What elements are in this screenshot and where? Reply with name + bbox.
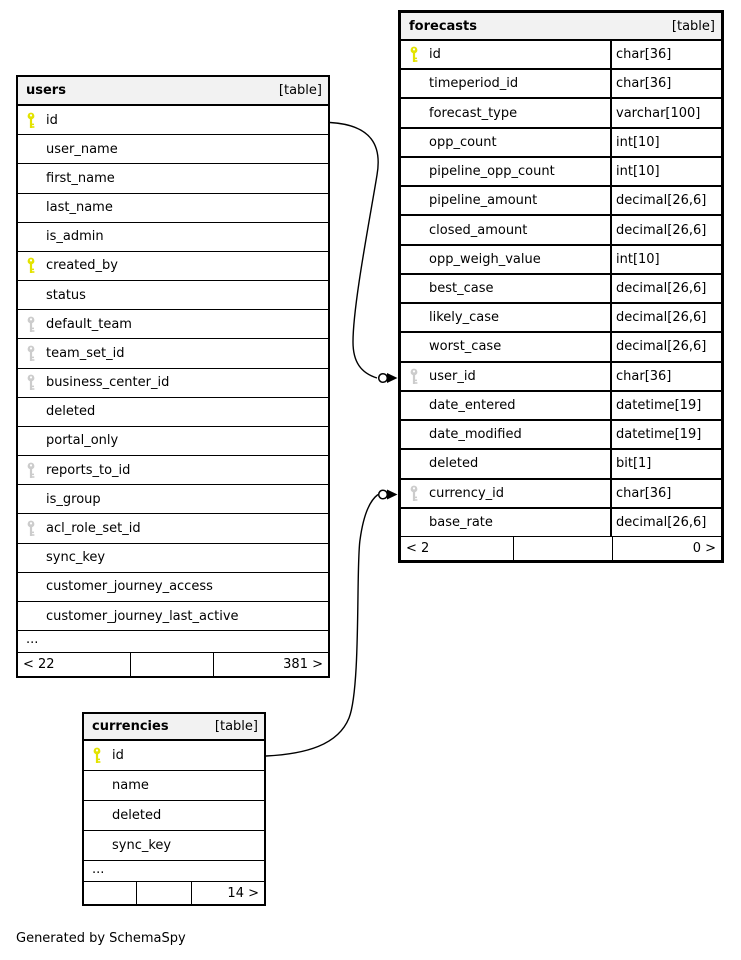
column-type: bit[1] bbox=[610, 450, 721, 477]
column-name: reports_to_id bbox=[46, 462, 131, 478]
column-name: base_rate bbox=[429, 514, 493, 530]
table-currencies-footer bbox=[84, 881, 264, 904]
table-currencies-header[interactable] bbox=[84, 714, 264, 741]
relationship-line bbox=[330, 123, 378, 379]
column-row-timeperiod_id bbox=[401, 68, 721, 97]
column-row-customer_journey_last_active bbox=[18, 601, 328, 630]
column-row-pipeline_amount bbox=[401, 185, 721, 214]
key-glyph bbox=[26, 112, 36, 129]
column-type: char[36] bbox=[610, 363, 721, 390]
column-row-status bbox=[18, 280, 328, 309]
table-currencies bbox=[82, 712, 266, 906]
children-count: 14 > bbox=[227, 885, 259, 901]
column-name: default_team bbox=[46, 316, 132, 332]
column-row-currency_id bbox=[401, 478, 721, 507]
footer-spacer bbox=[514, 537, 613, 560]
column-row-base_rate bbox=[401, 507, 721, 536]
column-row-best_case bbox=[401, 273, 721, 302]
column-name: likely_case bbox=[429, 310, 499, 326]
table-currencies-badge: [table] bbox=[214, 719, 258, 734]
key-glyph bbox=[409, 368, 419, 385]
column-row-business_center_id bbox=[18, 368, 328, 397]
column-row-last_name bbox=[18, 193, 328, 222]
column-row-pipeline_opp_count bbox=[401, 156, 721, 185]
relationship-circle-marker-icon bbox=[379, 490, 388, 499]
column-row-reports_to_id bbox=[18, 455, 328, 484]
column-type: char[36] bbox=[610, 41, 721, 68]
parents-count: < 22 bbox=[18, 653, 131, 676]
column-name: deleted bbox=[112, 808, 162, 823]
primary-key-icon bbox=[18, 257, 46, 274]
column-row-forecast_type bbox=[401, 97, 721, 126]
column-row-deleted bbox=[84, 800, 264, 830]
column-type: int[10] bbox=[610, 246, 721, 273]
table-users-columns bbox=[18, 106, 328, 630]
column-name: user_id bbox=[429, 368, 476, 384]
column-type: decimal[26,6] bbox=[610, 304, 721, 331]
primary-key-icon bbox=[401, 46, 429, 63]
column-row-likely_case bbox=[401, 302, 721, 331]
column-row-is_group bbox=[18, 484, 328, 513]
column-name: closed_amount bbox=[429, 222, 528, 238]
column-row-user_name bbox=[18, 134, 328, 163]
column-row-date_entered bbox=[401, 390, 721, 419]
column-name: opp_weigh_value bbox=[429, 251, 541, 267]
column-row-opp_weigh_value bbox=[401, 244, 721, 273]
column-name: timeperiod_id bbox=[429, 76, 519, 92]
column-type: char[36] bbox=[610, 480, 721, 507]
key-glyph bbox=[92, 747, 102, 764]
column-name: date_modified bbox=[429, 427, 522, 443]
column-name: created_by bbox=[46, 258, 118, 274]
key-glyph bbox=[26, 345, 36, 362]
relationship-users-id-to-forecasts-user-id bbox=[330, 123, 398, 384]
column-row-deleted bbox=[18, 397, 328, 426]
column-name: first_name bbox=[46, 170, 115, 186]
key-glyph bbox=[26, 462, 36, 479]
column-row-id bbox=[18, 106, 328, 134]
foreign-key-icon bbox=[18, 345, 46, 362]
column-row-opp_count bbox=[401, 127, 721, 156]
table-users-ellipsis-row: ... bbox=[18, 630, 328, 652]
column-name: is_admin bbox=[46, 229, 104, 245]
column-name: id bbox=[429, 47, 441, 63]
column-row-date_modified bbox=[401, 419, 721, 448]
column-row-is_admin bbox=[18, 222, 328, 251]
column-type: int[10] bbox=[610, 158, 721, 185]
column-name: sync_key bbox=[46, 550, 106, 566]
table-users bbox=[16, 75, 330, 678]
column-type: datetime[19] bbox=[610, 392, 721, 419]
column-type: decimal[26,6] bbox=[610, 275, 721, 302]
foreign-key-icon bbox=[18, 374, 46, 391]
foreign-key-icon bbox=[18, 520, 46, 537]
column-row-sync_key bbox=[84, 830, 264, 860]
column-type: decimal[26,6] bbox=[610, 509, 721, 536]
column-type: decimal[26,6] bbox=[610, 216, 721, 243]
key-glyph bbox=[409, 46, 419, 63]
generated-by-note: Generated by SchemaSpy bbox=[16, 931, 186, 946]
column-name: pipeline_opp_count bbox=[429, 164, 555, 180]
table-forecasts-footer bbox=[401, 536, 721, 560]
foreign-key-icon bbox=[18, 462, 46, 479]
table-users-badge: [table] bbox=[278, 83, 322, 98]
column-name: date_entered bbox=[429, 397, 516, 413]
column-name: customer_journey_access bbox=[46, 579, 213, 595]
children-count: 381 > bbox=[283, 657, 323, 672]
column-row-sync_key bbox=[18, 543, 328, 572]
column-row-id bbox=[84, 741, 264, 770]
column-name: forecast_type bbox=[429, 105, 518, 121]
parents-count: < 2 bbox=[401, 537, 514, 560]
foreign-key-icon bbox=[401, 485, 429, 502]
children-count: 0 > bbox=[692, 541, 716, 556]
table-forecasts-header[interactable] bbox=[401, 13, 721, 41]
column-row-customer_journey_access bbox=[18, 572, 328, 601]
table-users-header[interactable] bbox=[18, 77, 328, 106]
column-name: team_set_id bbox=[46, 345, 125, 361]
column-row-created_by bbox=[18, 251, 328, 280]
column-type: decimal[26,6] bbox=[610, 333, 721, 360]
table-forecasts-badge: [table] bbox=[671, 18, 715, 34]
table-users-footer bbox=[18, 652, 328, 676]
footer-spacer bbox=[84, 882, 137, 904]
column-name: deleted bbox=[429, 456, 479, 472]
relationship-arrowhead-icon bbox=[387, 373, 398, 383]
foreign-key-icon bbox=[18, 316, 46, 333]
table-forecasts-columns bbox=[401, 41, 721, 536]
footer-spacer bbox=[137, 882, 192, 904]
column-name: customer_journey_last_active bbox=[46, 608, 239, 624]
primary-key-icon bbox=[18, 112, 46, 129]
column-row-team_set_id bbox=[18, 338, 328, 367]
column-type: decimal[26,6] bbox=[610, 187, 721, 214]
relationship-circle-marker-icon bbox=[379, 374, 388, 383]
column-row-acl_role_set_id bbox=[18, 513, 328, 542]
column-row-deleted bbox=[401, 448, 721, 477]
primary-key-icon bbox=[84, 747, 112, 764]
column-name: currency_id bbox=[429, 485, 505, 501]
column-type: char[36] bbox=[610, 70, 721, 97]
column-name: is_group bbox=[46, 491, 101, 507]
table-forecasts bbox=[398, 10, 724, 563]
key-glyph bbox=[409, 485, 419, 502]
column-name: sync_key bbox=[112, 838, 172, 853]
column-row-worst_case bbox=[401, 331, 721, 360]
column-type: varchar[100] bbox=[610, 99, 721, 126]
column-name: portal_only bbox=[46, 433, 119, 449]
column-name: last_name bbox=[46, 200, 113, 216]
relationship-arrowhead-icon bbox=[387, 490, 398, 500]
key-glyph bbox=[26, 374, 36, 391]
column-name: opp_count bbox=[429, 134, 497, 150]
column-row-portal_only bbox=[18, 426, 328, 455]
table-currencies-title[interactable]: currencies bbox=[92, 719, 169, 734]
key-glyph bbox=[26, 520, 36, 537]
key-glyph bbox=[26, 257, 36, 274]
column-row-id bbox=[401, 41, 721, 68]
column-name: user_name bbox=[46, 141, 118, 157]
column-name: id bbox=[112, 748, 124, 763]
table-forecasts-title[interactable]: forecasts bbox=[409, 18, 477, 34]
column-name: status bbox=[46, 287, 86, 303]
column-row-closed_amount bbox=[401, 214, 721, 243]
column-row-default_team bbox=[18, 309, 328, 338]
column-name: deleted bbox=[46, 404, 96, 420]
column-name: worst_case bbox=[429, 339, 502, 355]
table-currencies-ellipsis-row: ... bbox=[84, 860, 264, 881]
column-name: name bbox=[112, 778, 149, 793]
column-type: datetime[19] bbox=[610, 421, 721, 448]
table-currencies-columns bbox=[84, 741, 264, 860]
table-users-title[interactable]: users bbox=[26, 83, 66, 98]
column-row-name bbox=[84, 770, 264, 800]
column-row-user_id bbox=[401, 361, 721, 390]
foreign-key-icon bbox=[401, 368, 429, 385]
column-name: acl_role_set_id bbox=[46, 520, 141, 536]
column-name: id bbox=[46, 112, 58, 128]
column-name: best_case bbox=[429, 280, 494, 296]
key-glyph bbox=[26, 316, 36, 333]
column-name: pipeline_amount bbox=[429, 193, 538, 209]
column-name: business_center_id bbox=[46, 375, 170, 391]
column-row-first_name bbox=[18, 163, 328, 192]
column-type: int[10] bbox=[610, 129, 721, 156]
footer-spacer bbox=[131, 653, 214, 676]
